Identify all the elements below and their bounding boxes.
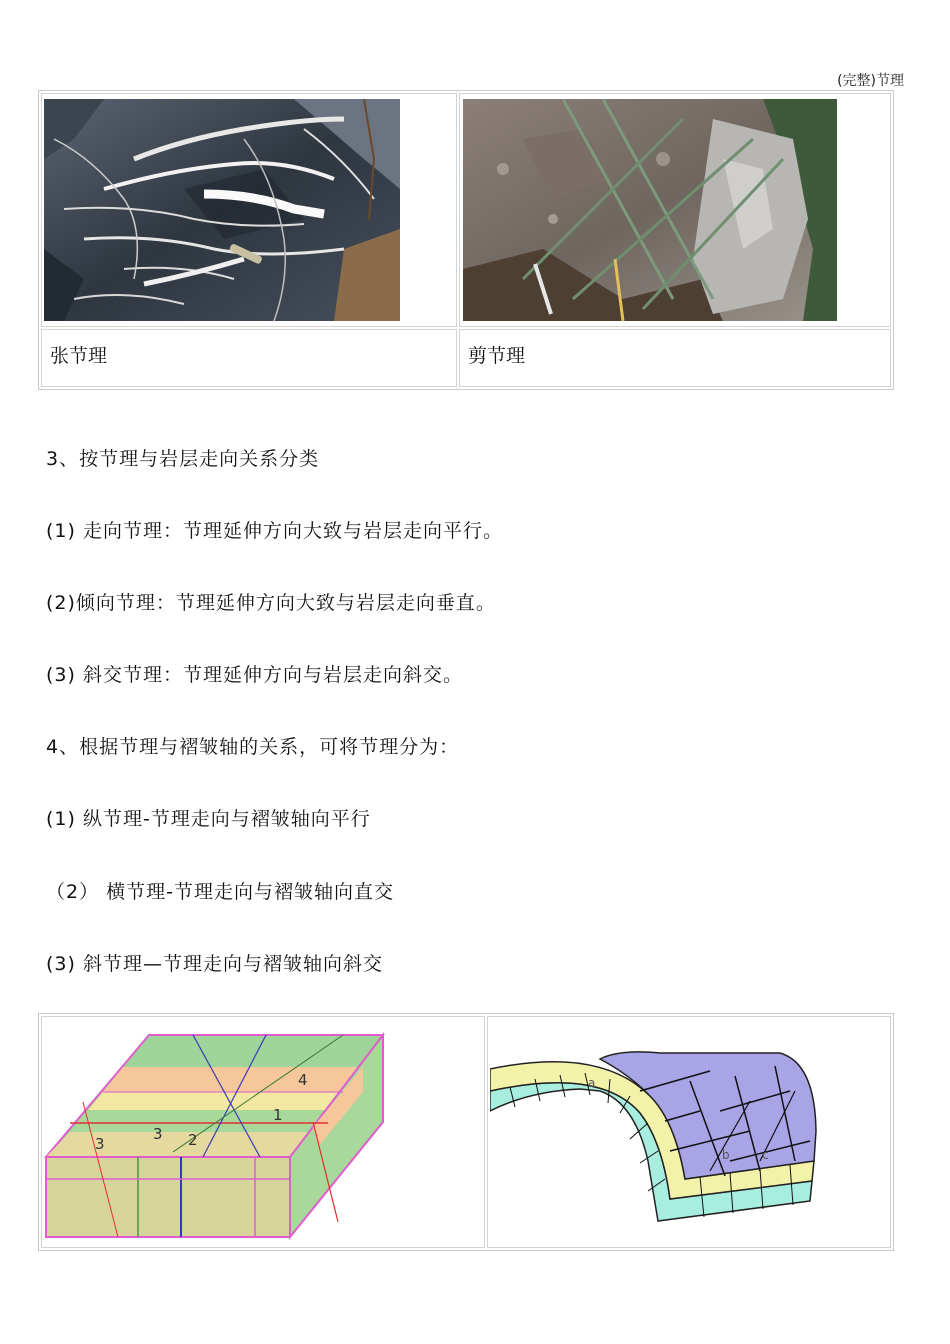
joint-block-diagram — [43, 1032, 387, 1242]
fold-diagram-cell — [487, 1016, 891, 1248]
paragraph-6: (1) 纵节理-节理走向与褶皱轴向平行 — [46, 808, 371, 830]
block-diagram-cell — [41, 1016, 485, 1248]
paragraph-1: 3、按节理与岩层走向关系分类 — [46, 448, 320, 470]
photo-table — [38, 90, 894, 390]
shear-joint-photo-cell — [459, 93, 891, 327]
shear-joint-photo — [463, 99, 837, 321]
fold-label-c: c — [762, 1148, 769, 1162]
fold-label-a: a — [588, 1076, 596, 1090]
paragraph-5: 4、根据节理与褶皱轴的关系，可将节理分为： — [46, 736, 460, 758]
block-label-3a: 3 — [95, 1135, 105, 1153]
caption-tension-joint: 张节理 — [41, 329, 457, 387]
tension-joint-photo-cell — [41, 93, 457, 327]
diagram-table — [38, 1013, 894, 1251]
block-label-1: 1 — [273, 1106, 283, 1124]
paragraph-4: (3) 斜交节理：节理延伸方向与岩层走向斜交。 — [46, 664, 463, 686]
caption-shear-joint: 剪节理 — [459, 329, 891, 387]
page-header: (完整)节理 — [837, 73, 904, 89]
paragraph-3: (2)倾向节理：节理延伸方向大致与岩层走向垂直。 — [46, 592, 496, 614]
paragraph-2: (1) 走向节理：节理延伸方向大致与岩层走向平行。 — [46, 520, 503, 542]
block-label-4: 4 — [298, 1071, 308, 1089]
block-label-2: 2 — [188, 1131, 198, 1149]
paragraph-7: （2） 横节理-节理走向与褶皱轴向直交 — [46, 881, 394, 903]
fold-joint-diagram — [490, 1051, 820, 1223]
fold-label-b: b — [722, 1148, 730, 1162]
tension-joint-photo — [44, 99, 400, 321]
paragraph-8: (3) 斜节理—节理走向与褶皱轴向斜交 — [46, 953, 383, 975]
block-label-3b: 3 — [153, 1125, 163, 1143]
